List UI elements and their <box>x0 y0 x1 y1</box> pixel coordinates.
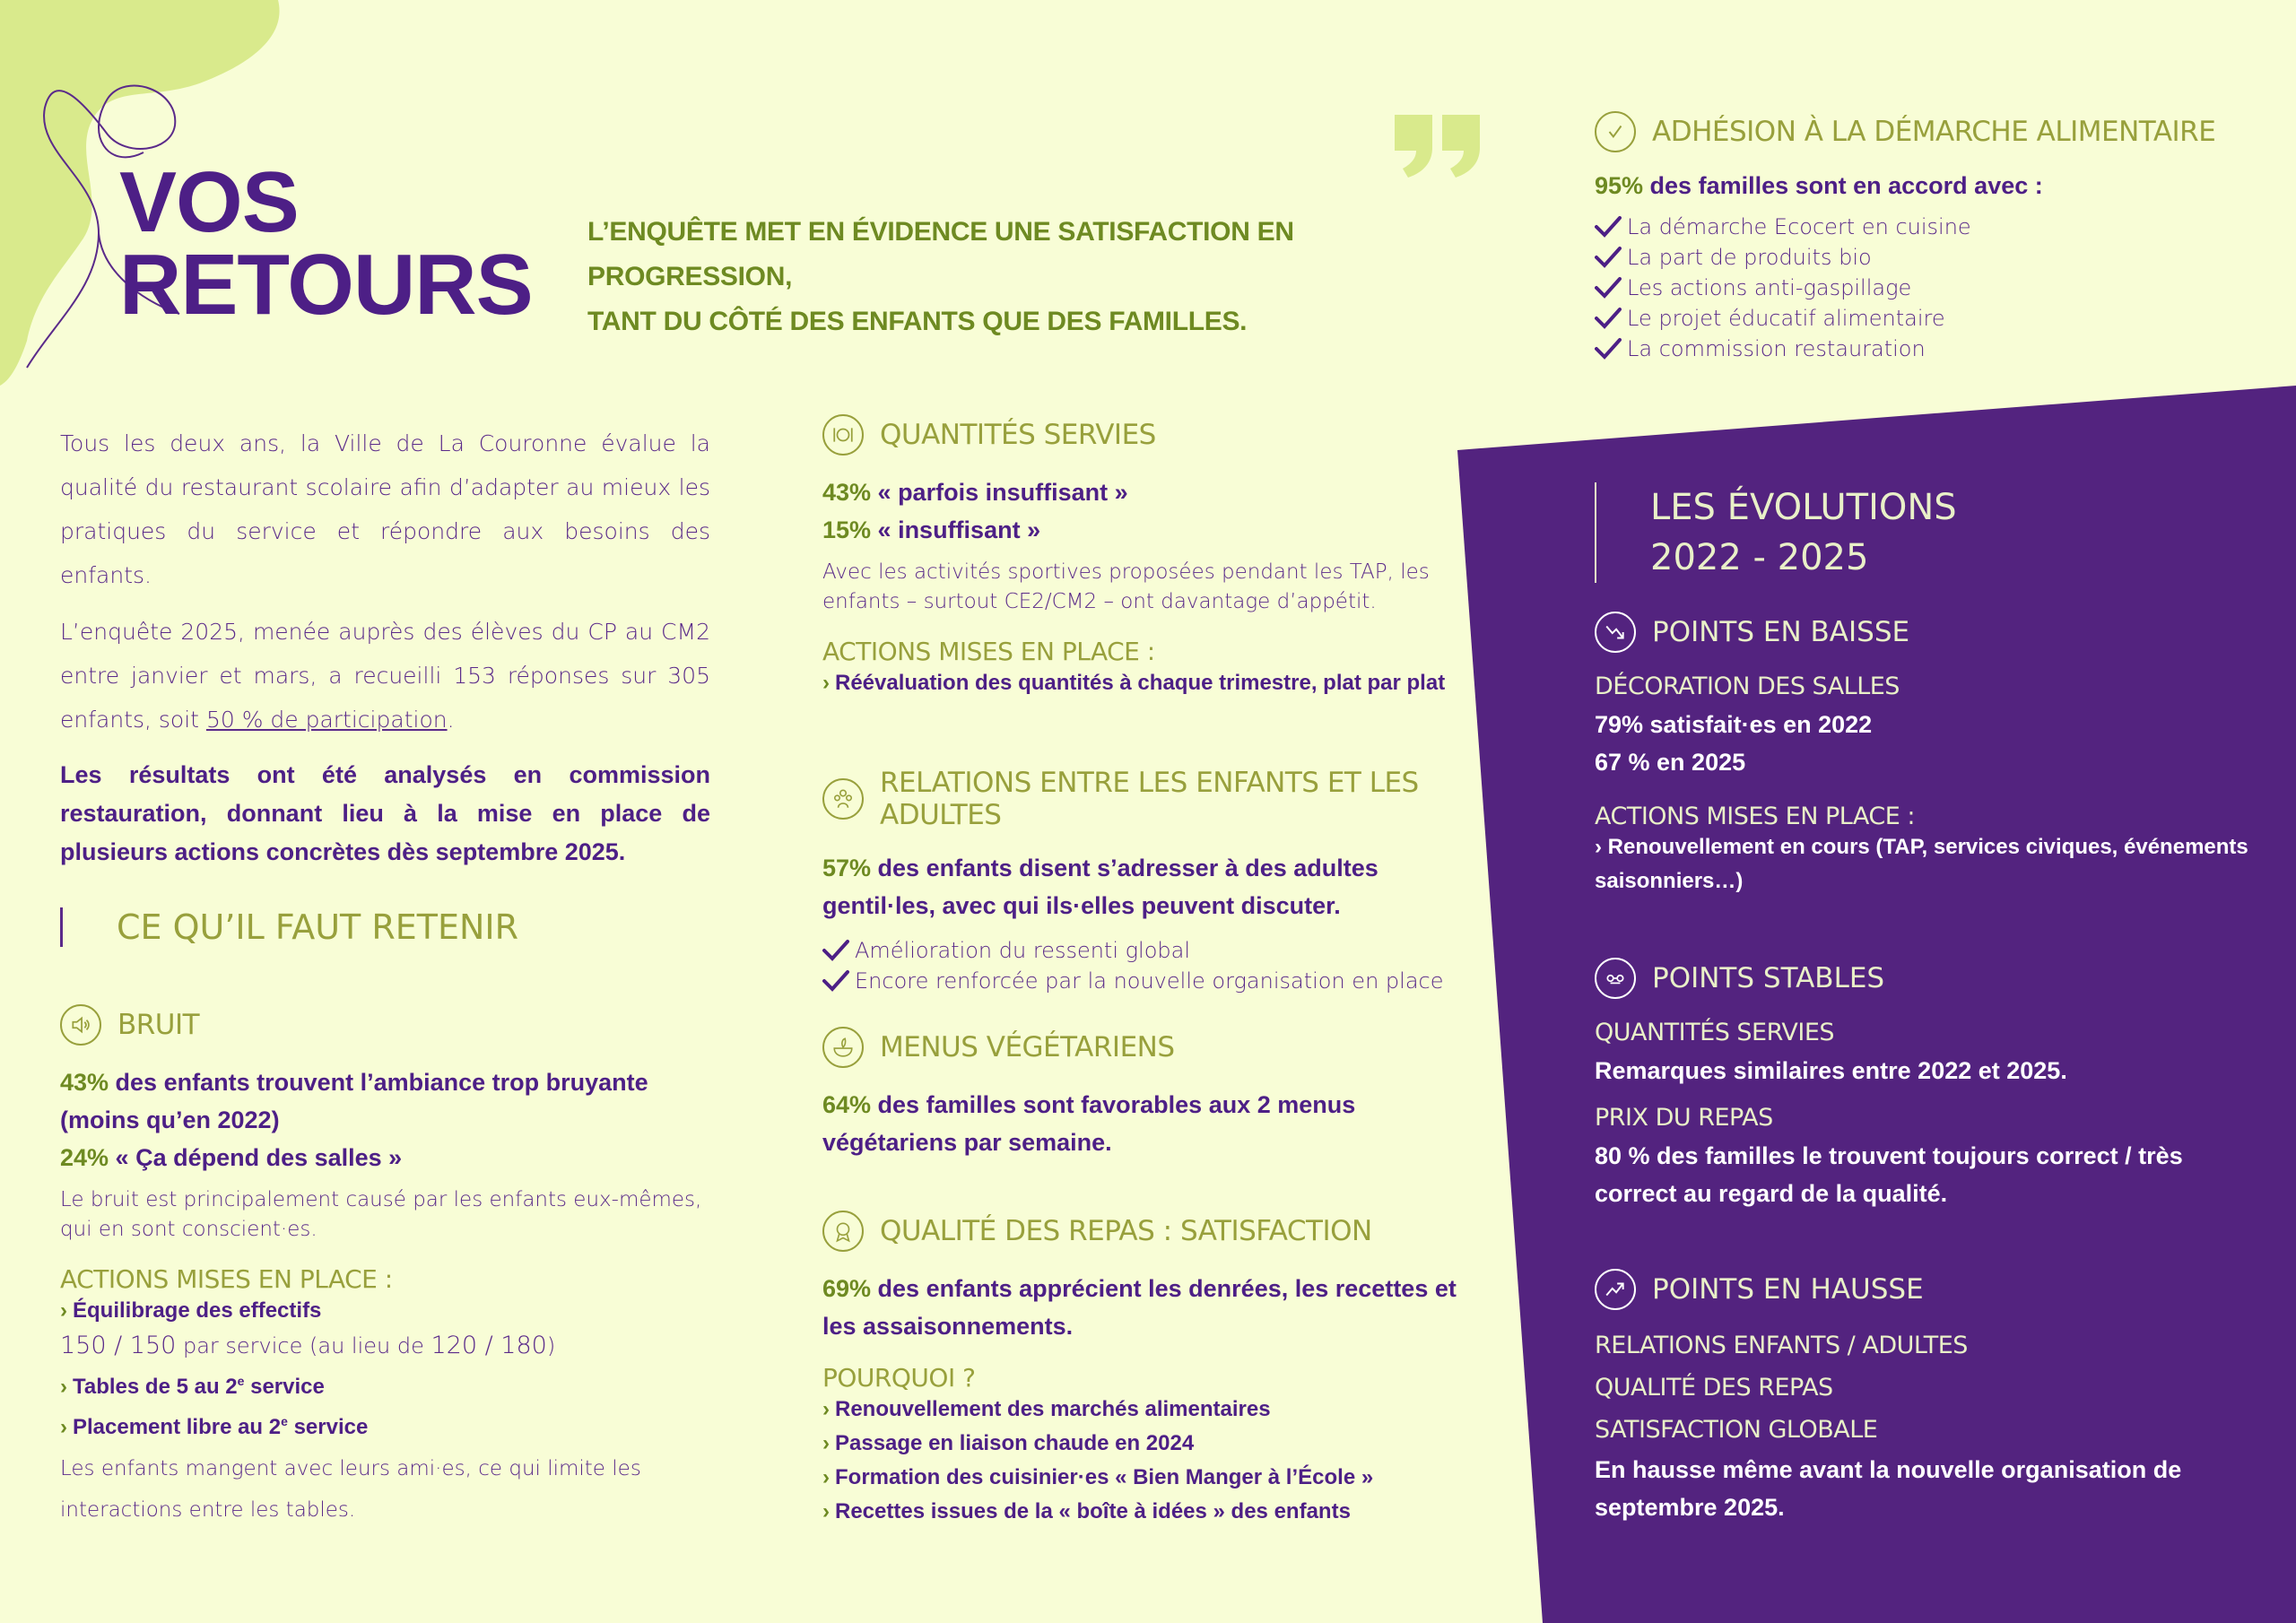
adhesion-item: Le projet éducatif alimentaire <box>1595 303 2258 334</box>
relations-check-1: Amélioration du ressenti global <box>822 935 1459 966</box>
menus-stat: 64% des familles sont favorables aux 2 menus végétariens par semaine. <box>822 1091 1356 1156</box>
adhesion-list <box>1595 212 2258 364</box>
bruit-actions-heading: ACTIONS MISES EN PLACE : <box>60 1264 393 1294</box>
relations-section <box>822 767 1459 996</box>
check-icon <box>822 939 849 962</box>
participation-link[interactable]: 50 % de participation <box>205 707 448 733</box>
speaker-icon <box>60 1004 101 1046</box>
adhesion-stat: 95% des familles sont en accord avec : <box>1595 172 2043 199</box>
baisse-sub: DÉCORATION DES SALLES <box>1595 673 1900 700</box>
intro-section <box>60 421 710 872</box>
baisse-line-2: 67 % en 2025 <box>1595 749 1746 776</box>
adhesion-heading: ADHÉSION À LA DÉMARCHE ALIMENTAIRE <box>1595 111 2258 152</box>
bruit-action-1-note: 150 / 150 par service (au lieu de 120 / 180) <box>60 1332 556 1359</box>
hausse-text: En hausse même avant la nouvelle organisation de septembre 2025. <box>1595 1456 2182 1521</box>
quantites-heading: QUANTITÉS SERVIES <box>822 414 1459 456</box>
page-title: VOS RETOURS <box>119 154 533 333</box>
check-icon <box>1595 276 1622 299</box>
people-icon <box>822 778 864 820</box>
qualite-pourquoi-heading: POURQUOI ? <box>822 1363 976 1393</box>
award-icon <box>822 1211 864 1252</box>
balance-icon <box>1595 958 1636 999</box>
stables-text-1: Remarques similaires entre 2022 et 2025. <box>1595 1057 2067 1084</box>
bruit-action-3: › Placement libre au 2e service <box>60 1414 369 1439</box>
bruit-section <box>60 1004 724 1531</box>
baisse-line-1: 79% satisfait·es en 2022 <box>1595 711 1873 738</box>
relations-check-2: Encore renforcée par la nouvelle organisation en place <box>822 966 1459 996</box>
hausse-section <box>1595 1269 2258 1526</box>
bruit-action-1: › Équilibrage des effectifs <box>60 1298 322 1323</box>
stables-sub-1: QUANTITÉS SERVIES <box>1595 1019 1835 1046</box>
baisse-heading: POINTS EN BAISSE <box>1595 612 2258 653</box>
baisse-action-1: › Renouvellement en cours (TAP, services civiques, événements saisonniers…) <box>1595 835 2248 893</box>
qualite-reason-2: › Passage en liaison chaude en 2024 <box>822 1431 1195 1455</box>
check-circle-icon <box>1595 111 1636 152</box>
hausse-item-3: SATISFACTION GLOBALE <box>1595 1416 1878 1444</box>
quantites-action-1: › Réévaluation des quantités à chaque trimestre, plat par plat <box>822 671 1446 695</box>
adhesion-item: Les actions anti-gaspillage <box>1595 273 2258 303</box>
adhesion-item: La commission restauration <box>1595 334 2258 364</box>
qualite-section <box>822 1211 1459 1529</box>
menus-heading: MENUS VÉGÉTARIENS <box>822 1027 1459 1068</box>
hausse-item-2: QUALITÉ DES REPAS <box>1595 1374 1833 1402</box>
bruit-stat-1: 43% des enfants trouvent l’ambiance trop bruyante (moins qu’en 2022) <box>60 1069 648 1133</box>
retenir-heading: CE QU’IL FAUT RETENIR <box>60 907 518 947</box>
relations-heading: RELATIONS ENTRE LES ENFANTS ET LES ADULTES <box>822 767 1459 831</box>
check-icon <box>1595 246 1622 269</box>
baisse-actions-heading: ACTIONS MISES EN PLACE : <box>1595 803 1916 830</box>
menus-section <box>822 1027 1459 1161</box>
evolutions-title: LES ÉVOLUTIONS 2022 - 2025 <box>1595 482 2258 583</box>
stables-section <box>1595 958 2258 1212</box>
check-icon <box>822 969 849 993</box>
qualite-reason-3: › Formation des cuisinier·es « Bien Manger à l’École » <box>822 1465 1374 1489</box>
trend-down-icon <box>1595 612 1636 653</box>
stables-sub-2: PRIX DU REPAS <box>1595 1104 1773 1132</box>
adhesion-section <box>1595 111 2258 364</box>
retenir-bar <box>60 907 63 947</box>
bruit-note: Le bruit est principalement causé par les enfants eux-mêmes, qui en sont conscient·es. <box>60 1188 702 1241</box>
quantites-actions-heading: ACTIONS MISES EN PLACE : <box>822 637 1155 666</box>
adhesion-item: La part de produits bio <box>1595 242 2258 273</box>
qualite-stat: 69% des enfants apprécient les denrées, les recettes et les assaisonnements. <box>822 1275 1457 1340</box>
check-icon <box>1595 307 1622 330</box>
quantites-stat-1: 43% « parfois insuffisant » <box>822 479 1128 506</box>
hausse-item-1: RELATIONS ENFANTS / ADULTES <box>1595 1332 1968 1359</box>
qualite-reason-4: › Recettes issues de la « boîte à idées » des enfants <box>822 1499 1351 1523</box>
bruit-stat-2: 24% « Ça dépend des salles » <box>60 1144 403 1171</box>
check-icon <box>1595 215 1622 239</box>
adhesion-item: La démarche Ecocert en cuisine <box>1595 212 2258 242</box>
trend-up-icon <box>1595 1269 1636 1310</box>
stables-heading: POINTS STABLES <box>1595 958 2258 999</box>
relations-stat: 57% des enfants disent s’adresser à des adultes gentil·les, avec qui ils·elles peuvent discuter. <box>822 855 1378 919</box>
quantites-note: Avec les activités sportives proposées pendant les TAP, les enfants – surtout CE2/CM2 – ont davantage d’appétit. <box>822 560 1430 613</box>
leaf-bowl-icon <box>822 1027 864 1068</box>
intro-paragraph-2: L’enquête 2025, menée auprès des élèves du CP au CM2 entre janvier et mars, a recueilli 153 réponses sur 305 enfants, soit 50 % de participation. <box>60 619 710 733</box>
headline: L’ENQUÊTE MET EN ÉVIDENCE UNE SATISFACTION EN PROGRESSION, TANT DU CÔTÉ DES ENFANTS QUE DES FAMILLES. <box>587 217 1294 336</box>
quote-mark-icon <box>1390 90 1489 179</box>
bruit-action-2: › Tables de 5 au 2e service <box>60 1374 325 1399</box>
intro-paragraph-3: Les résultats ont été analysés en commission restauration, donnant lieu à la mise en place de plusieurs actions concrètes dès septembre 2025. <box>60 761 710 865</box>
qualite-reason-1: › Renouvellement des marchés alimentaires <box>822 1397 1271 1421</box>
quantites-section <box>822 414 1459 700</box>
hausse-heading: POINTS EN HAUSSE <box>1595 1269 2258 1310</box>
check-icon <box>1595 337 1622 360</box>
plate-icon <box>822 414 864 456</box>
baisse-section <box>1595 612 2258 898</box>
quantites-stat-2: 15% « insuffisant » <box>822 516 1041 543</box>
stables-text-2: 80 % des familles le trouvent toujours correct / très correct au regard de la qualité. <box>1595 1142 2183 1207</box>
qualite-heading: QUALITÉ DES REPAS : SATISFACTION <box>822 1211 1459 1252</box>
evolutions-bar <box>1595 482 1596 583</box>
bruit-heading: BRUIT <box>60 1004 724 1046</box>
bruit-action-3-note: Les enfants mangent avec leurs ami·es, ce qui limite les interactions entre les tables. <box>60 1457 641 1522</box>
intro-paragraph-1: Tous les deux ans, la Ville de La Couronne évalue la qualité du restaurant scolaire afin d’adapter au mieux les pratiques du service et répondre aux besoins des enfants. <box>60 430 710 588</box>
